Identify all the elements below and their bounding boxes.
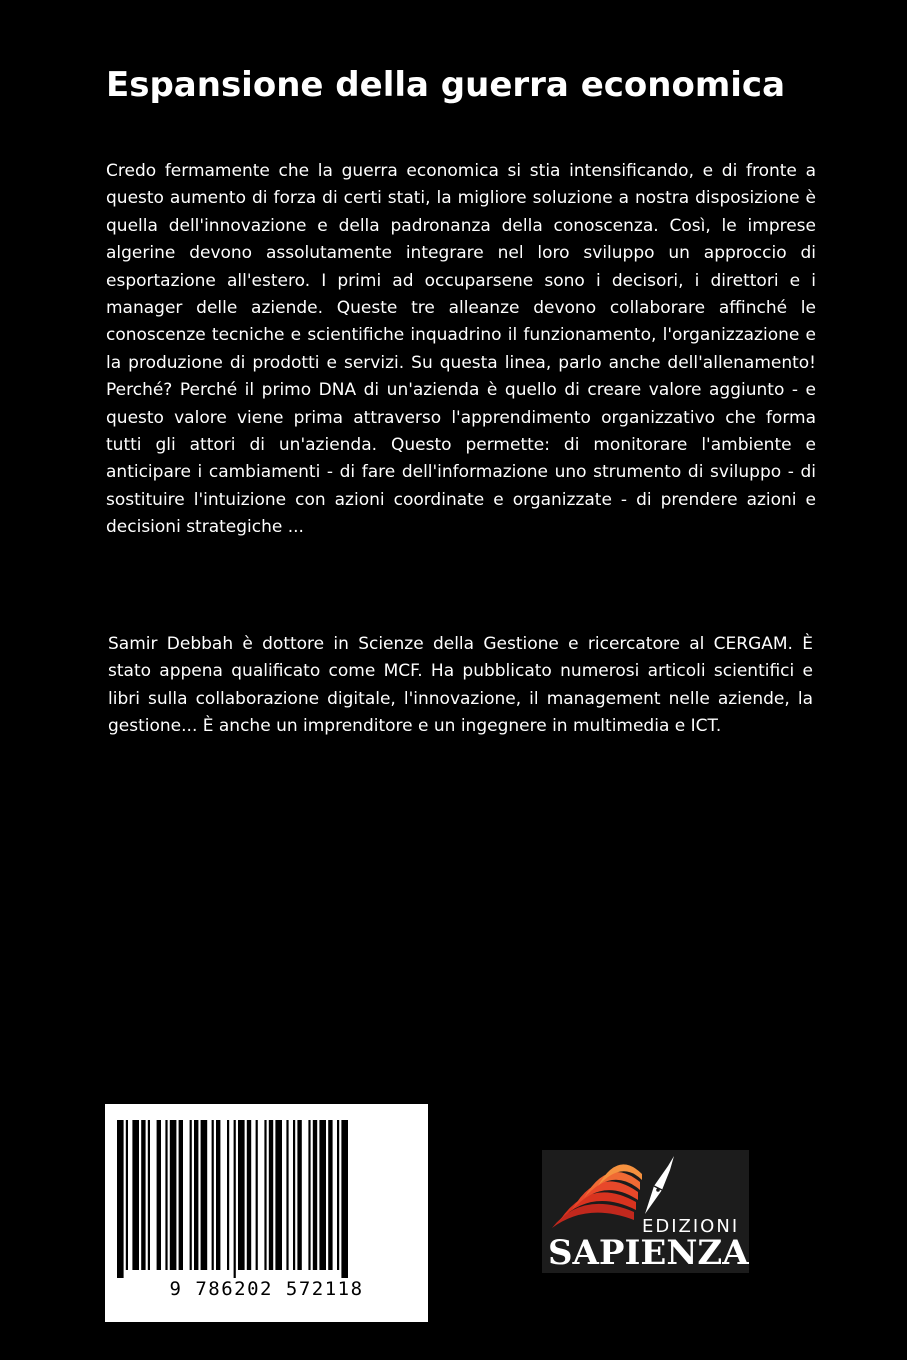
publisher-line2: SAPIENZA	[548, 1233, 749, 1273]
author-bio: Samir Debbah è dottore in Scienze della Gestione e ricercatore al CERGAM. È stato appena qualificato come MCF. Ha pubblicato numerosi articoli scientifici e libri sulla collaborazione digitale, l'innovazione, il management nelle aziende, la gestione... È anche un imprenditore e un ingegnere in multimedia e ICT.	[108, 634, 813, 737]
barcode	[105, 1104, 428, 1322]
publisher-logo	[542, 1150, 749, 1273]
book-title: Espansione della guerra economica	[106, 65, 786, 105]
publisher-line1: EDIZIONI	[642, 1216, 740, 1237]
barcode-icon	[117, 1120, 417, 1278]
isbn-number: 9 786202 572118	[169, 1278, 364, 1300]
book-blurb: Credo fermamente che la guerra economica si stia intensificando, e di fronte a questo aumento di forza di certi stati, la migliore soluzione a nostra disposizione è quella dell'innovazione e della padronanza della conoscenza. Così, le imprese algerine devono assolutamente integrare nel loro sviluppo un approccio di esportazione all'estero. I primi ad occuparsene sono i decisori, i direttori e i manager delle aziende. Queste tre alleanze devono collaborare affinché le conoscenze tecniche e scientifiche inquadrino il funzionamento, l'organizzazione e la produzione di prodotti e servizi. Su questa linea, parlo anche dell'allenamento! Perché? Perché il primo DNA di un'azienda è quello di creare valore aggiunto - e questo valore viene prima attraverso l'apprendimento organizzativo che forma tutti gli attori di un'azienda. Questo permette: di monitorare l'ambiente e anticipare i cambiamenti - di fare dell'informazione uno strumento di sviluppo - di sostituire l'intuizione con azioni coordinate e organizzate - di prendere azioni e decisioni strategiche ...	[106, 161, 816, 538]
